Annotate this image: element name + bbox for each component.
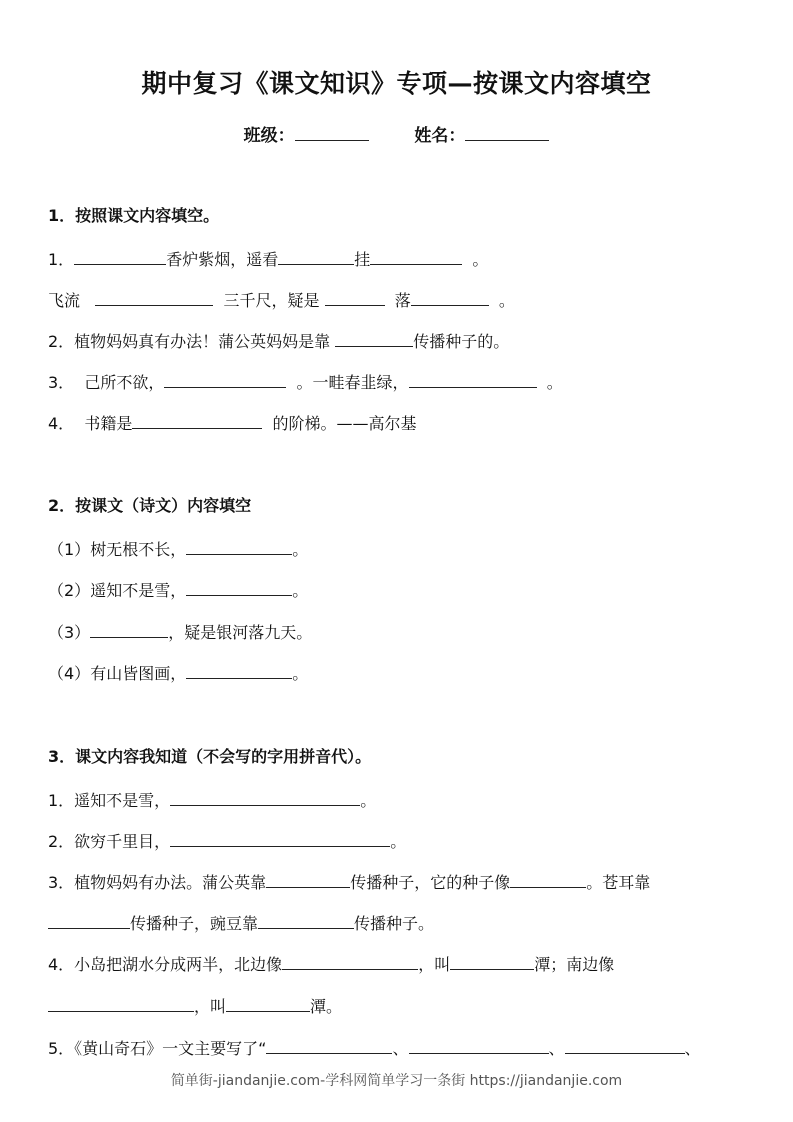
s3-q1: 1．遥知不是雪， 。 (48, 788, 376, 812)
s3-q4b: ，叫 潭。 (48, 994, 342, 1018)
answer-blank[interactable] (409, 370, 537, 388)
answer-blank[interactable] (266, 1036, 392, 1054)
section3-heading: 3．课文内容我知道（不会写的字用拼音代）。 (48, 747, 372, 766)
answer-blank[interactable] (565, 1036, 685, 1054)
answer-blank[interactable] (510, 870, 586, 888)
answer-blank[interactable] (95, 288, 213, 306)
s1-q1: 1． 香炉紫烟，遥看 挂 。 (48, 247, 488, 271)
name-blank[interactable] (465, 123, 549, 141)
answer-blank[interactable] (258, 911, 354, 929)
answer-blank[interactable] (325, 288, 385, 306)
answer-blank[interactable] (266, 870, 350, 888)
answer-blank[interactable] (170, 788, 360, 806)
footer-watermark: 简单街-jiandanjie.com-学科网简单学习一条街 https://jiandanjie.com (170, 1073, 623, 1089)
answer-blank[interactable] (226, 994, 310, 1012)
answer-blank[interactable] (90, 620, 168, 638)
s1-q3: 3． 己所不欲， 。一畦春韭绿， 。 (48, 370, 563, 394)
s2-item-3: （3） ，疑是银河落九天。 (48, 620, 312, 644)
s3-q4: 4．小岛把湖水分成两半，北边像 ，叫 潭；南边像 (48, 952, 614, 976)
answer-blank[interactable] (164, 370, 286, 388)
s2-item-4: （4）有山皆图画， 。 (48, 661, 308, 685)
student-info (0, 121, 793, 146)
answer-blank[interactable] (48, 994, 194, 1012)
class-label: 班级： (243, 126, 295, 146)
s3-q5: 5．《黄山奇石》一文主要写了“ 、 、 、 (48, 1036, 701, 1060)
answer-blank[interactable] (278, 247, 354, 265)
s1-q4: 4． 书籍是 的阶梯。——高尔基 (48, 411, 417, 435)
answer-blank[interactable] (74, 247, 166, 265)
answer-blank[interactable] (282, 952, 418, 970)
section2-heading: 2．按课文（诗文）内容填空 (48, 496, 252, 515)
s3-q2: 2．欲穷千里目， 。 (48, 829, 406, 853)
answer-blank[interactable] (48, 911, 130, 929)
answer-blank[interactable] (411, 288, 489, 306)
answer-blank[interactable] (170, 829, 390, 847)
answer-blank[interactable] (186, 661, 292, 679)
answer-blank[interactable] (335, 329, 413, 347)
answer-blank[interactable] (450, 952, 534, 970)
name-label: 姓名： (414, 126, 466, 146)
s3-q3: 3．植物妈妈有办法。蒲公英靠 传播种子，它的种子像 。苍耳靠 (48, 870, 650, 894)
answer-blank[interactable] (370, 247, 462, 265)
answer-blank[interactable] (186, 578, 292, 596)
s2-item-2: （2）遥知不是雪， 。 (48, 578, 308, 602)
s3-q3b: 传播种子，豌豆靠 传播种子。 (48, 911, 434, 935)
answer-blank[interactable] (132, 411, 262, 429)
page-title: 期中复习《课文知识》专项—按课文内容填空 (141, 69, 652, 98)
s1-q1b: 飞流 三千尺，疑是 落 。 (48, 288, 515, 312)
s1-q2: 2．植物妈妈真有办法！蒲公英妈妈是靠 传播种子的。 (48, 329, 509, 353)
answer-blank[interactable] (186, 537, 292, 555)
class-blank[interactable] (295, 123, 369, 141)
answer-blank[interactable] (409, 1036, 549, 1054)
section1-heading: 1．按照课文内容填空。 (48, 206, 220, 225)
s2-item-1: （1）树无根不长， 。 (48, 537, 308, 561)
